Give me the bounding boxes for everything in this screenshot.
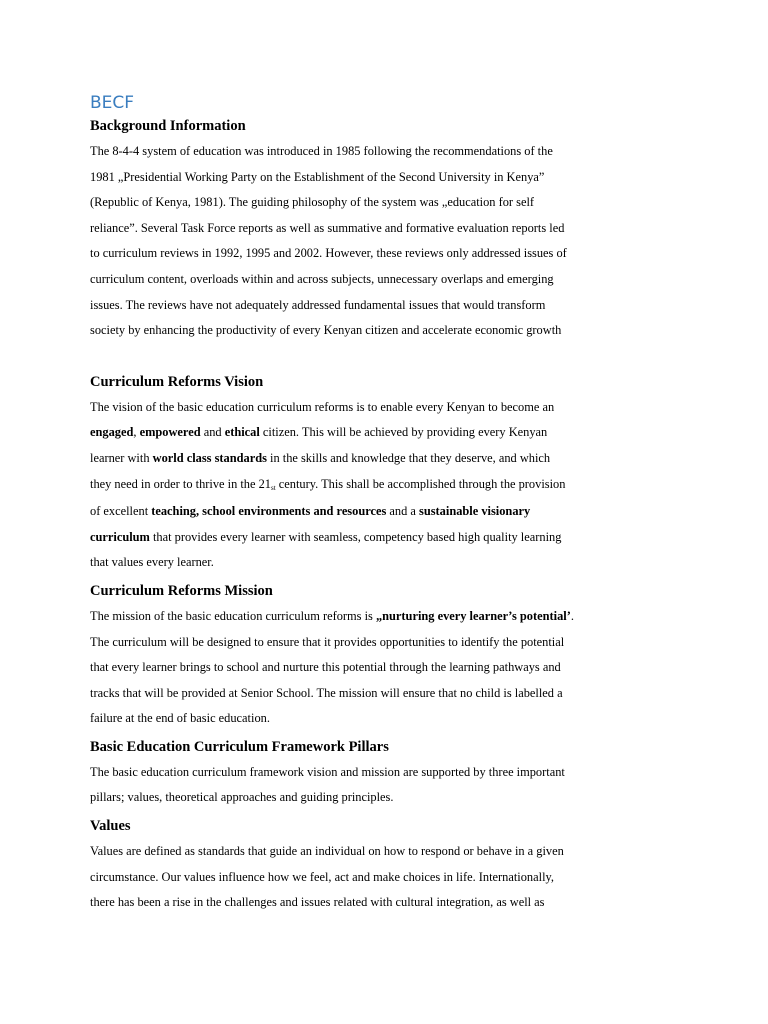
paragraph-line: that every learner brings to school and nurture this potential through the learning pathways and <box>90 660 561 675</box>
paragraph-line: 1981 „Presidential Working Party on the Establishment of the Second University in Kenya” <box>90 169 545 184</box>
background-paragraph <box>90 139 567 344</box>
bold-term: sustainable visionary <box>419 504 531 519</box>
paragraph-line: to curriculum reviews in 1992, 1995 and 2002. However, these reviews only addressed issues of <box>90 246 567 261</box>
paragraph-line: curriculum content, overloads within and across subjects, unnecessary overlaps and emerging <box>90 271 554 286</box>
text-run: they need in order to thrive in the 21 <box>90 476 271 491</box>
text-run: citizen. This will be achieved by providing every Kenyan <box>259 425 548 440</box>
text-run: . <box>570 608 574 623</box>
paragraph-line: (Republic of Kenya, 1981). The guiding philosophy of the system was „education for self <box>90 195 535 210</box>
text-run: century. This shall be accomplished through the provision <box>275 476 566 491</box>
paragraph-line: The curriculum will be designed to ensure that it provides opportunities to identify the potential <box>90 634 565 649</box>
document-title: BECF <box>90 93 135 113</box>
paragraph-line: society by enhancing the productivity of every Kenyan citizen and accelerate economic growth <box>90 323 562 338</box>
text-run: and <box>200 425 225 440</box>
paragraph-line: The vision of the basic education curriculum reforms is to enable every Kenyan to become an <box>90 399 555 414</box>
bold-term: empowered <box>139 425 201 440</box>
section-vision <box>90 372 566 576</box>
superscript: st <box>271 483 276 492</box>
text-run: of excellent <box>90 504 152 519</box>
paragraph-line: that values every learner. <box>90 555 214 570</box>
paragraph-line <box>90 472 566 500</box>
pillars-heading: Basic Education Curriculum Framework Pillars <box>90 738 389 755</box>
text-run: learner with <box>90 450 153 465</box>
section-pillars <box>90 737 565 811</box>
paragraph-line <box>90 525 560 551</box>
paragraph-line: Values are defined as standards that guide an individual on how to respond or behave in a given <box>90 844 564 859</box>
values-heading: Values <box>90 818 131 835</box>
section-background <box>90 116 567 344</box>
bold-term: engaged <box>90 425 134 440</box>
text-run: and a <box>386 504 420 519</box>
text-run: in the skills and knowledge that they deserve, and which <box>266 450 551 465</box>
paragraph-line: circumstance. Our values influence how we feel, act and make choices in life. Internationally, <box>90 869 554 884</box>
text-run: that provides every learner with seamless, competency based high quality learning <box>149 529 562 544</box>
paragraph-line: reliance”. Several Task Force reports as well as summative and formative evaluation reports led <box>90 220 565 235</box>
paragraph-line <box>90 446 560 472</box>
text-run: The mission of the basic education curriculum reforms is <box>90 608 376 623</box>
paragraph-line: The basic education curriculum framework vision and mission are supported by three important <box>90 764 565 779</box>
bold-term: „nurturing every learner’s potential’ <box>375 608 571 623</box>
paragraph-line: failure at the end of basic education. <box>90 711 270 726</box>
paragraph-line <box>90 420 560 446</box>
bold-term: world class standards <box>152 450 267 465</box>
section-mission <box>90 581 574 732</box>
paragraph-line: The 8-4-4 system of education was introduced in 1985 following the recommendations of the <box>90 144 553 158</box>
background-heading: Background Information <box>90 118 246 134</box>
document-page <box>90 90 574 916</box>
vision-paragraph <box>90 395 566 576</box>
values-paragraph <box>90 839 564 916</box>
bold-term: curriculum <box>90 529 150 544</box>
bold-term: ethical <box>224 425 260 440</box>
section-values <box>90 816 564 916</box>
text-run: , <box>133 425 140 440</box>
paragraph-line: issues. The reviews have not adequately addressed fundamental issues that would transform <box>90 297 546 312</box>
paragraph-line: tracks that will be provided at Senior School. The mission will ensure that no child is labelled a <box>90 685 563 700</box>
bold-term: teaching, school environments and resources <box>151 504 387 519</box>
paragraph-line: there has been a rise in the challenges and issues related with cultural integration, as well as <box>90 895 545 910</box>
pillars-paragraph <box>90 760 565 811</box>
paragraph-line <box>90 604 574 630</box>
mission-paragraph <box>90 604 574 732</box>
vision-heading: Curriculum Reforms Vision <box>90 373 264 390</box>
mission-heading: Curriculum Reforms Mission <box>90 582 273 599</box>
paragraph-line: pillars; values, theoretical approaches and guiding principles. <box>90 790 394 805</box>
paragraph-line <box>90 499 560 525</box>
